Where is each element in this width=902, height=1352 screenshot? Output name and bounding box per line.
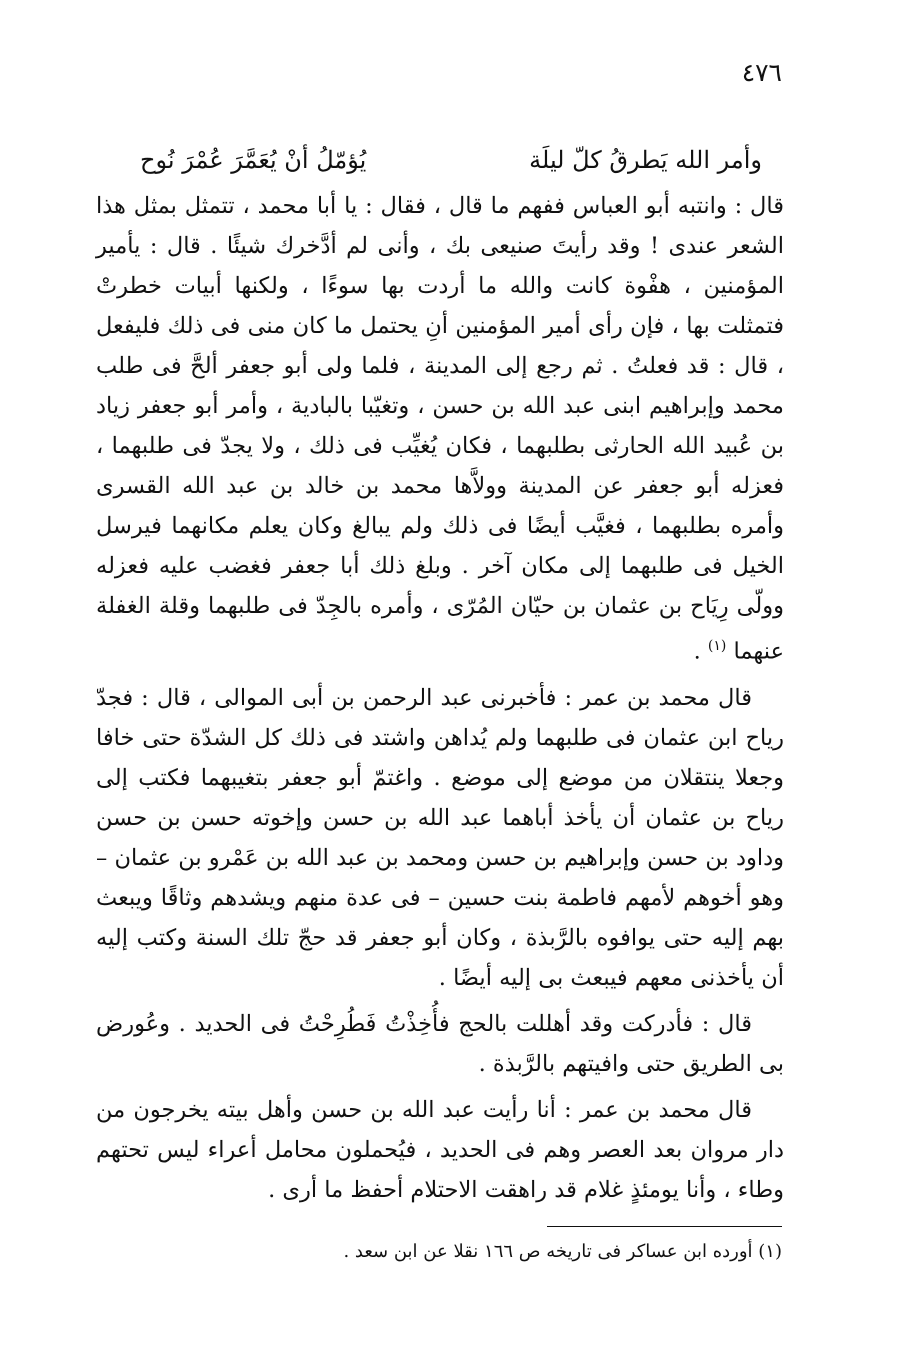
footnote-divider: [547, 1226, 782, 1227]
verse-hemistich-left: يُؤمّلُ أنْ يُعَمَّرَ عُمْرَ نُوح: [140, 146, 367, 174]
footnote: (١) أورده ابن عساكر فى تاريخه ص ١٦٦ نقلا عن ابن سعد .: [343, 1241, 782, 1262]
page-number: ٤٧٦: [741, 58, 782, 87]
paragraph-1: قال : وانتبه أبو العباس ففهم ما قال ، فقال : يا أبا محمد ، تتمثل بمثل هذا الشعر عندى ! وقد رأيتَ صنيعى بك ، وأنى لم أدَّخرك شيئًا . قال : يأمير المؤمنين ، هفْوة كانت والله ما أردت بها سوءًا ، ولكنها أبيات خطرتْ فتمثلت بها ، فإن رأى أمير المؤمنين أنِ يحتمل ما كان منى فى ذلك فليفعل ، قال : قد فعلتُ . ثم رجع إلى المدينة ، فلما ولى أبو جعفر ألحَّ فى طلب محمد وإبراهيم ابنى عبد الله بن حسن ، وتغيّبا بالبادية ، وأمر أبو جعفر زياد بن عُبيد الله الحارثى بطلبهما ، فكان يُغيِّب فى ذلك ، ولا يجدّ فى طلبهما ، فعزله أبو جعفر عن المدينة وولاَّها محمد بن خالد بن عبد الله القسرى وأمره بطلبهما ، فغيَّب أيضًا فى ذلك ولم يبالغ وكان يعلم مكانهما فيرسل الخيل فى طلبهما إلى مكان آخر . وبلغ ذلك أبا جعفر فغضب عليه فعزله وولّى رِيَاح بن عثمان بن حيّان المُرّى ، وأمره بالجِدّ فى طلبهما وقلة الغفلة عنهما $^{(١)}$ .: [96, 193, 784, 665]
paragraph-4: قال محمد بن عمر : أنا رأيت عبد الله بن حسن وأهل بيته يخرجون من دار مروان بعد العصر وهم فى الحديد ، فيُحملون محامل أعراء ليس تحتهم وطاء ، وأنا يومئذٍ غلام قد راهقت الاحتلام أحفظ ما أرى .: [96, 1096, 784, 1203]
verse-hemistich-right: وأمر الله يَطرقُ كلّ ليلَة: [529, 146, 762, 174]
paragraph-2: قال محمد بن عمر : فأخبرنى عبد الرحمن بن أبى الموالى ، قال : فجدّ رياح ابن عثمان فى طلبهما ولم يُداهن واشتد فى ذلك كل الشدّة حتى خافا وجعلا ينتقلان من موضع إلى موضع . واغتمّ أبو جعفر بتغيبهما فكتب إلى رياح بن عثمان أن يأخذ أباهما عبد الله بن حسن وإخوته حسن بن حسن وداود بن حسن وإبراهيم بن حسن ومحمد بن عبد الله بن عَمْرو بن عثمان – وهو أخوهم لأمهم فاطمة بنت حسين – فى عدة منهم ويشدهم وثاقًا ويبعث بهم إليه حتى يوافوه بالرَّبذة ، وكان أبو جعفر قد حجّ تلك السنة وكتب إليه أن يأخذنى معهم فيبعث بى إليه أيضًا .: [96, 684, 784, 991]
body-text: [96, 186, 784, 1210]
paragraph-3: قال : فأدركت وقد أهللت بالحج فأُخِذْتُ فَطُرِحْتُ فى الحديد . وعُورض بى الطريق حتى وافيتهم بالرَّبذة .: [96, 1010, 784, 1077]
poetry-verse: [140, 140, 762, 180]
paragraph-1-text: قال : وانتبه أبو العباس ففهم ما قال ، فقال : يا أبا محمد ، تتمثل بمثل هذا الشعر عندى ! وقد رأيتَ صنيعى بك ، وأنى لم أدَّخرك شيئًا . قال : يأمير المؤمنين ، هفْوة كانت والله ما أردت بها سوءًا ، ولكنها أبيات خطرتْ فتمثلت بها ، فإن رأى أمير المؤمنين أنِ يحتمل ما كان منى فى ذلك فليفعل ، قال : قد فعلتُ . ثم رجع إلى المدينة ، فلما ولى أبو جعفر ألحَّ فى طلب محمد وإبراهيم ابنى عبد الله بن حسن ، وتغيّبا بالبادية ، وأمر أبو جعفر زياد بن عُبيد الله الحارثى بطلبهما ، فكان يُغيِّب فى ذلك ، ولا يجدّ فى طلبهما ، فعزله أبو جعفر عن المدينة وولاَّها محمد بن خالد بن عبد الله القسرى وأمره بطلبهما ، فغيَّب أيضًا فى ذلك ولم يبالغ وكان يعلم مكانهما فيرسل الخيل فى طلبهما إلى مكان آخر . وبلغ ذلك أبا جعفر فغضب عليه فعزله وولّى رِيَاح بن عثمان بن حيّان المُرّى ، وأمره بالجِدّ فى طلبهما وقلة الغفلة عنهما: [96, 193, 784, 665]
footnote-reference: (١): [707, 638, 727, 654]
